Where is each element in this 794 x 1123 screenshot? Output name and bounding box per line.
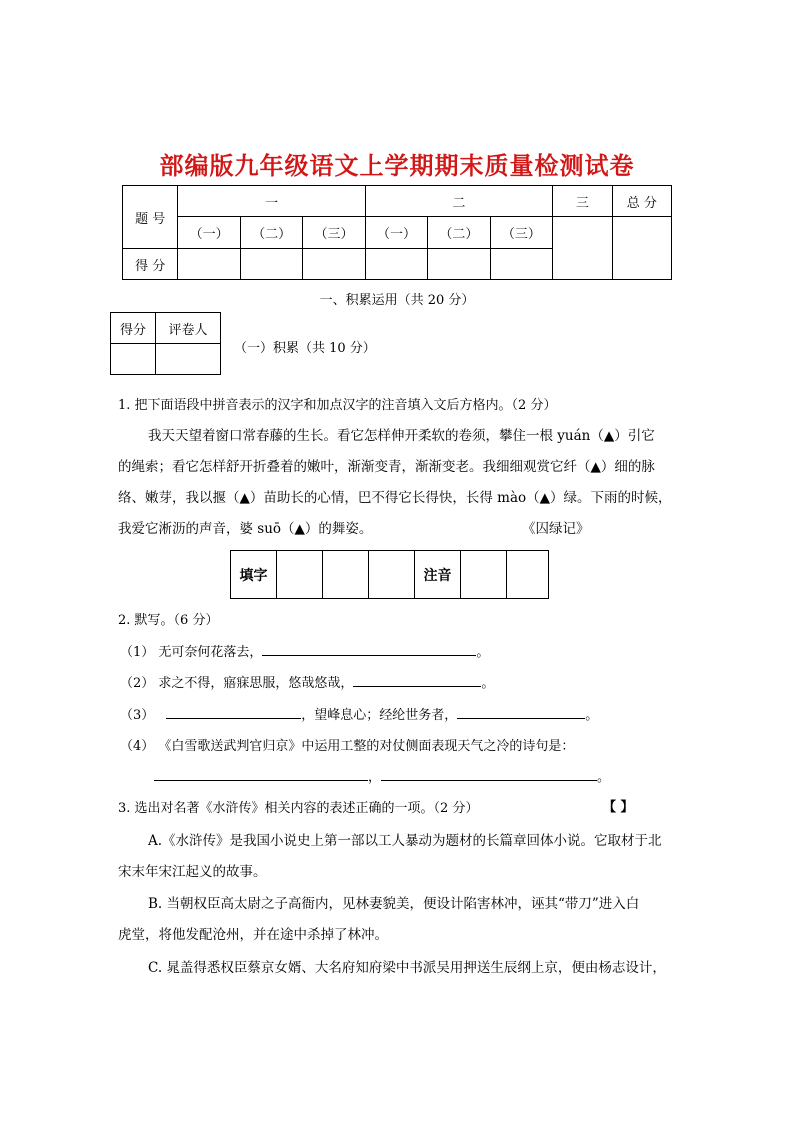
answer-bracket[interactable]: 【 】 — [603, 800, 634, 815]
section-heading: 一、积累运用（共 20 分） — [319, 293, 475, 308]
score-cell[interactable] — [178, 249, 240, 280]
phonetic-label: 注音 — [415, 551, 461, 599]
passage-line: 我爱它淅沥的声音，婆 suō（▲）的舞姿。 — [118, 521, 373, 537]
score-cell[interactable] — [365, 249, 427, 280]
dictation-text: 。 — [476, 645, 490, 660]
score-label: 得分 — [111, 313, 156, 344]
answer-blank[interactable] — [381, 768, 597, 781]
answer-blank[interactable] — [154, 768, 368, 781]
dictation-text: 。 — [481, 676, 495, 691]
dictation-text: 。 — [585, 708, 599, 723]
question-number-label: 题 号 — [123, 186, 178, 249]
answer-blank[interactable] — [262, 643, 476, 656]
dictation-answer-line — [154, 766, 610, 785]
sub-header: （一） — [178, 217, 240, 249]
score-cell[interactable] — [428, 249, 490, 280]
question-1-stem: 1. 把下面语段中拼音表示的汉字和加点汉字的注音填入文后方格内。（2 分） — [118, 398, 557, 413]
dictation-text: （1） 无可奈何花落去， — [120, 645, 263, 660]
option-a-line: A.《水浒传》是我国小说史上第一部以工人暴动为题材的长篇章回体小说。它取材于北 — [148, 833, 662, 849]
score-cell[interactable] — [490, 249, 552, 280]
dictation-text: ， — [368, 770, 382, 785]
part-two-header: 二 — [365, 186, 552, 217]
score-cell[interactable] — [111, 344, 156, 375]
dictation-item — [120, 672, 494, 691]
question-3-stem: 3. 选出对名著《水浒传》相关内容的表述正确的一项。（2 分） — [118, 801, 479, 816]
total-header: 总 分 — [612, 186, 671, 217]
option-c-line: C. 晁盖得悉权臣蔡京女婿、大名府知府梁中书派吴用押送生辰纲上京，便由杨志设计， — [148, 960, 666, 976]
grader-cell[interactable] — [156, 344, 221, 375]
sub-header: （三） — [303, 217, 365, 249]
answer-cell[interactable] — [461, 551, 507, 599]
score-cell[interactable] — [303, 249, 365, 280]
subsection-heading: （一）积累（共 10 分） — [234, 341, 376, 356]
score-cell[interactable] — [612, 217, 671, 280]
score-table — [122, 185, 672, 280]
score-cell[interactable] — [240, 249, 302, 280]
score-cell[interactable] — [553, 217, 612, 280]
option-b-line: B. 当朝权臣高太尉之子高衙内，见林妻貌美，便设计陷害林冲，诬其“带刀”进入白 — [148, 896, 640, 912]
dictation-text: （3） — [120, 708, 155, 723]
answer-grid — [230, 550, 549, 599]
grader-table — [110, 312, 221, 375]
answer-cell[interactable] — [507, 551, 549, 599]
answer-cell[interactable] — [369, 551, 415, 599]
option-b-line: 虎堂，将他发配沧州，并在途中杀掉了林冲。 — [118, 927, 388, 943]
dictation-text: 。 — [597, 770, 611, 785]
part-three-header: 三 — [553, 186, 612, 217]
passage-line: 我天天望着窗口常春藤的生长。看它怎样伸开柔软的卷须，攀住一根 yuán（▲）引它 — [148, 428, 655, 444]
sub-header: （二） — [240, 217, 302, 249]
answer-blank[interactable] — [166, 706, 301, 719]
question-2-stem: 2. 默写。（6 分） — [118, 613, 219, 628]
dictation-item — [120, 704, 598, 723]
passage-source: 《囚绿记》 — [522, 521, 590, 537]
sub-header: （一） — [365, 217, 427, 249]
answer-blank[interactable] — [353, 674, 481, 687]
option-a-line: 宋末年宋江起义的故事。 — [118, 864, 267, 880]
score-row-label: 得 分 — [123, 249, 178, 280]
exam-title: 部编版九年级语文上学期期末质量检测试卷 — [159, 152, 635, 180]
answer-blank[interactable] — [457, 706, 585, 719]
dictation-item — [120, 641, 489, 660]
sub-header: （二） — [428, 217, 490, 249]
dictation-text: ，望峰息心；经纶世务者， — [301, 708, 458, 723]
dictation-item: （4） 《白雪歌送武判官归京》中运用工整的对仗侧面表现天气之冷的诗句是： — [120, 739, 575, 754]
passage-line: 络、嫩芽，我以揠（▲）苗助长的心情，巴不得它长得快，长得 mào（▲）绿。下雨的时候， — [118, 490, 672, 506]
answer-cell[interactable] — [277, 551, 323, 599]
passage-line: 的绳索；看它怎样舒开折叠着的嫩叶，渐渐变青，渐渐变老。我细细观赏它纤（▲）细的脉 — [118, 459, 655, 475]
part-one-header: 一 — [178, 186, 365, 217]
grader-label: 评卷人 — [156, 313, 221, 344]
sub-header: （三） — [490, 217, 552, 249]
dictation-text: （2） 求之不得，寤寐思服，悠哉悠哉， — [120, 676, 354, 691]
fill-label: 填字 — [231, 551, 277, 599]
answer-cell[interactable] — [323, 551, 369, 599]
